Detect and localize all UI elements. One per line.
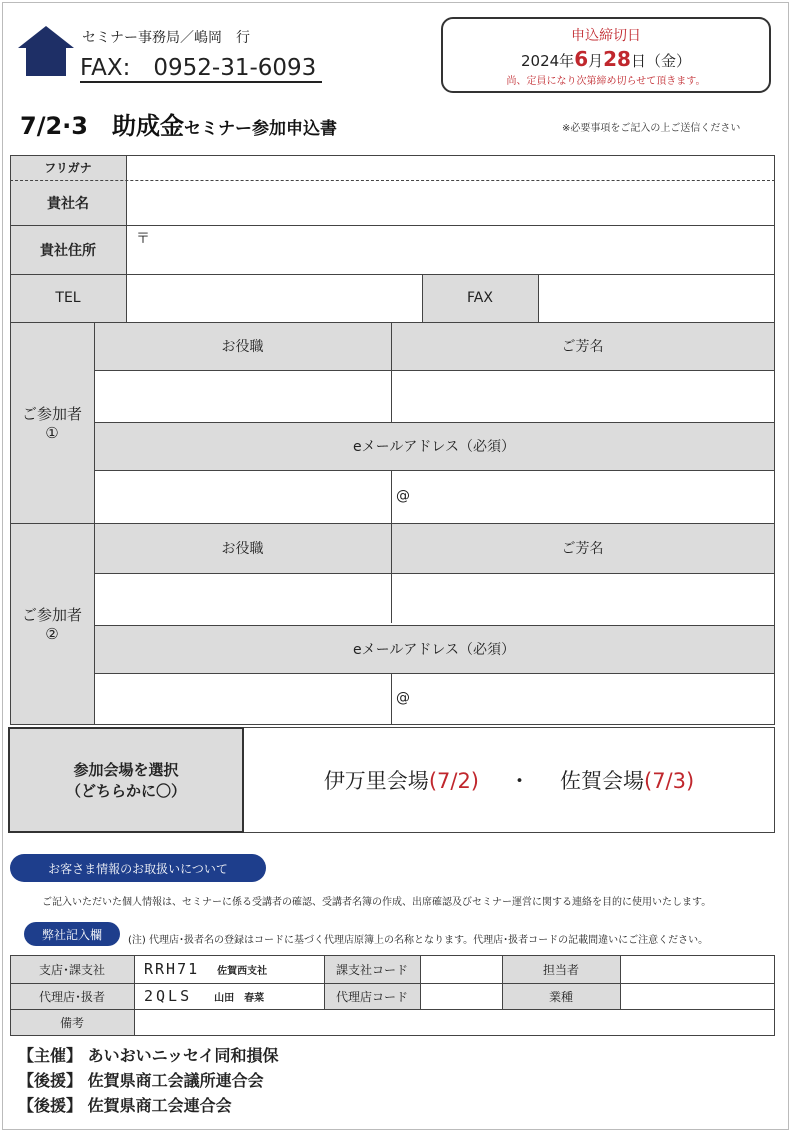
company-field[interactable] xyxy=(126,180,774,225)
participant-1-position-field[interactable] xyxy=(94,370,391,422)
address-field[interactable] xyxy=(126,225,774,274)
branch-name: 佐賀西支社 xyxy=(217,965,268,977)
participant-1-position-label: お役職 xyxy=(94,322,391,370)
fax-number: FAX: 0952-31-6093 xyxy=(80,55,322,83)
agency-name: 山田 春菜 xyxy=(214,992,265,1004)
address-label: 貴社住所 xyxy=(10,225,126,274)
deadline-note: 尚、定員になり次第締め切らせて頂きます。 xyxy=(506,76,706,87)
form-title: 7/2·3 助成金セミナー参加申込書 xyxy=(20,112,337,140)
agency-label: 代理店･扱者 xyxy=(10,983,134,1009)
venue-option-saga[interactable]: 佐賀会場(7/3) xyxy=(560,769,695,793)
fax-field[interactable] xyxy=(538,274,774,322)
organizer-support-2: 【後援】 佐賀県商工会連合会 xyxy=(18,1096,232,1115)
section-code-label: 課支社コード xyxy=(324,955,420,983)
privacy-text: ご記入いただいた個人情報は、セミナーに係る受講者の確認、受講者名簿の作成、出席確認及びセミナー運営に関する連絡を目的に使用いたします。 xyxy=(42,897,712,908)
required-note: ※必要事項をご記入の上ご送信ください xyxy=(562,123,741,134)
venue-separator: ・ xyxy=(509,769,530,793)
participant-1-name-field[interactable] xyxy=(391,370,774,422)
participant-1-label: ご参加者 ① xyxy=(10,322,94,523)
participant-2-name-label: ご芳名 xyxy=(391,523,774,573)
destination: セミナー事務局／嶋岡 行 xyxy=(82,30,250,46)
participant-2-email-field[interactable] xyxy=(94,673,774,724)
branch-value xyxy=(134,955,324,983)
industry-field[interactable] xyxy=(620,983,774,1009)
branch-code: RRH71 xyxy=(144,960,200,978)
privacy-heading: お客さま情報のお取扱いについて xyxy=(10,854,266,882)
organizer-host: 【主催】 あいおいニッセイ同和損保 xyxy=(18,1046,279,1065)
house-icon xyxy=(18,26,74,76)
staff-label: 担当者 xyxy=(502,955,620,983)
venue-label: 参加会場を選択 （どちらかに〇） xyxy=(8,727,244,833)
organizer-support-1: 【後援】 佐賀県商工会議所連合会 xyxy=(18,1071,264,1090)
participant-2-name-field[interactable] xyxy=(391,573,774,625)
remarks-label: 備考 xyxy=(10,1009,134,1035)
participant-2-label: ご参加者 ② xyxy=(10,523,94,724)
agency-value xyxy=(134,983,324,1009)
furigana-field[interactable] xyxy=(126,155,774,180)
tel-field[interactable] xyxy=(126,274,422,322)
office-note: (注) 代理店･扱者名の登録はコードに基づく代理店原簿上の名称となります。代理店･扱者コードの記載間違いにご注意ください。 xyxy=(128,935,709,946)
industry-label: 業種 xyxy=(502,983,620,1009)
at-mark: @ xyxy=(396,488,410,504)
participant-2-position-label: お役職 xyxy=(94,523,391,573)
agency-code-label: 代理店コード xyxy=(324,983,420,1009)
office-heading: 弊社記入欄 xyxy=(24,922,120,946)
section-code-field[interactable] xyxy=(420,955,502,983)
postal-mark: 〒 xyxy=(136,231,150,247)
furigana-label: フリガナ xyxy=(10,155,126,180)
company-label: 貴社名 xyxy=(10,180,126,225)
deadline-box xyxy=(441,17,771,93)
deadline-title: 申込締切日 xyxy=(571,28,641,44)
venue-option-imari[interactable]: 伊万里会場(7/2) xyxy=(323,769,479,793)
agency-code-field[interactable] xyxy=(420,983,502,1009)
remarks-field[interactable] xyxy=(134,1009,774,1035)
participant-2-email-label: eメールアドレス（必須） xyxy=(94,625,774,673)
staff-field[interactable] xyxy=(620,955,774,983)
agency-code: 2QLS xyxy=(144,987,193,1005)
at-mark: @ xyxy=(396,690,410,706)
venue-options xyxy=(244,727,775,833)
participant-1-name-label: ご芳名 xyxy=(391,322,774,370)
deadline-date: 2024年6月28日（金） xyxy=(521,47,691,71)
participant-1-email-label: eメールアドレス（必須） xyxy=(94,422,774,470)
fax-label: FAX xyxy=(422,274,538,322)
branch-label: 支店･課支社 xyxy=(10,955,134,983)
participant-2-position-field[interactable] xyxy=(94,573,391,625)
participant-1-email-field[interactable] xyxy=(94,470,774,523)
tel-label: TEL xyxy=(10,274,126,322)
